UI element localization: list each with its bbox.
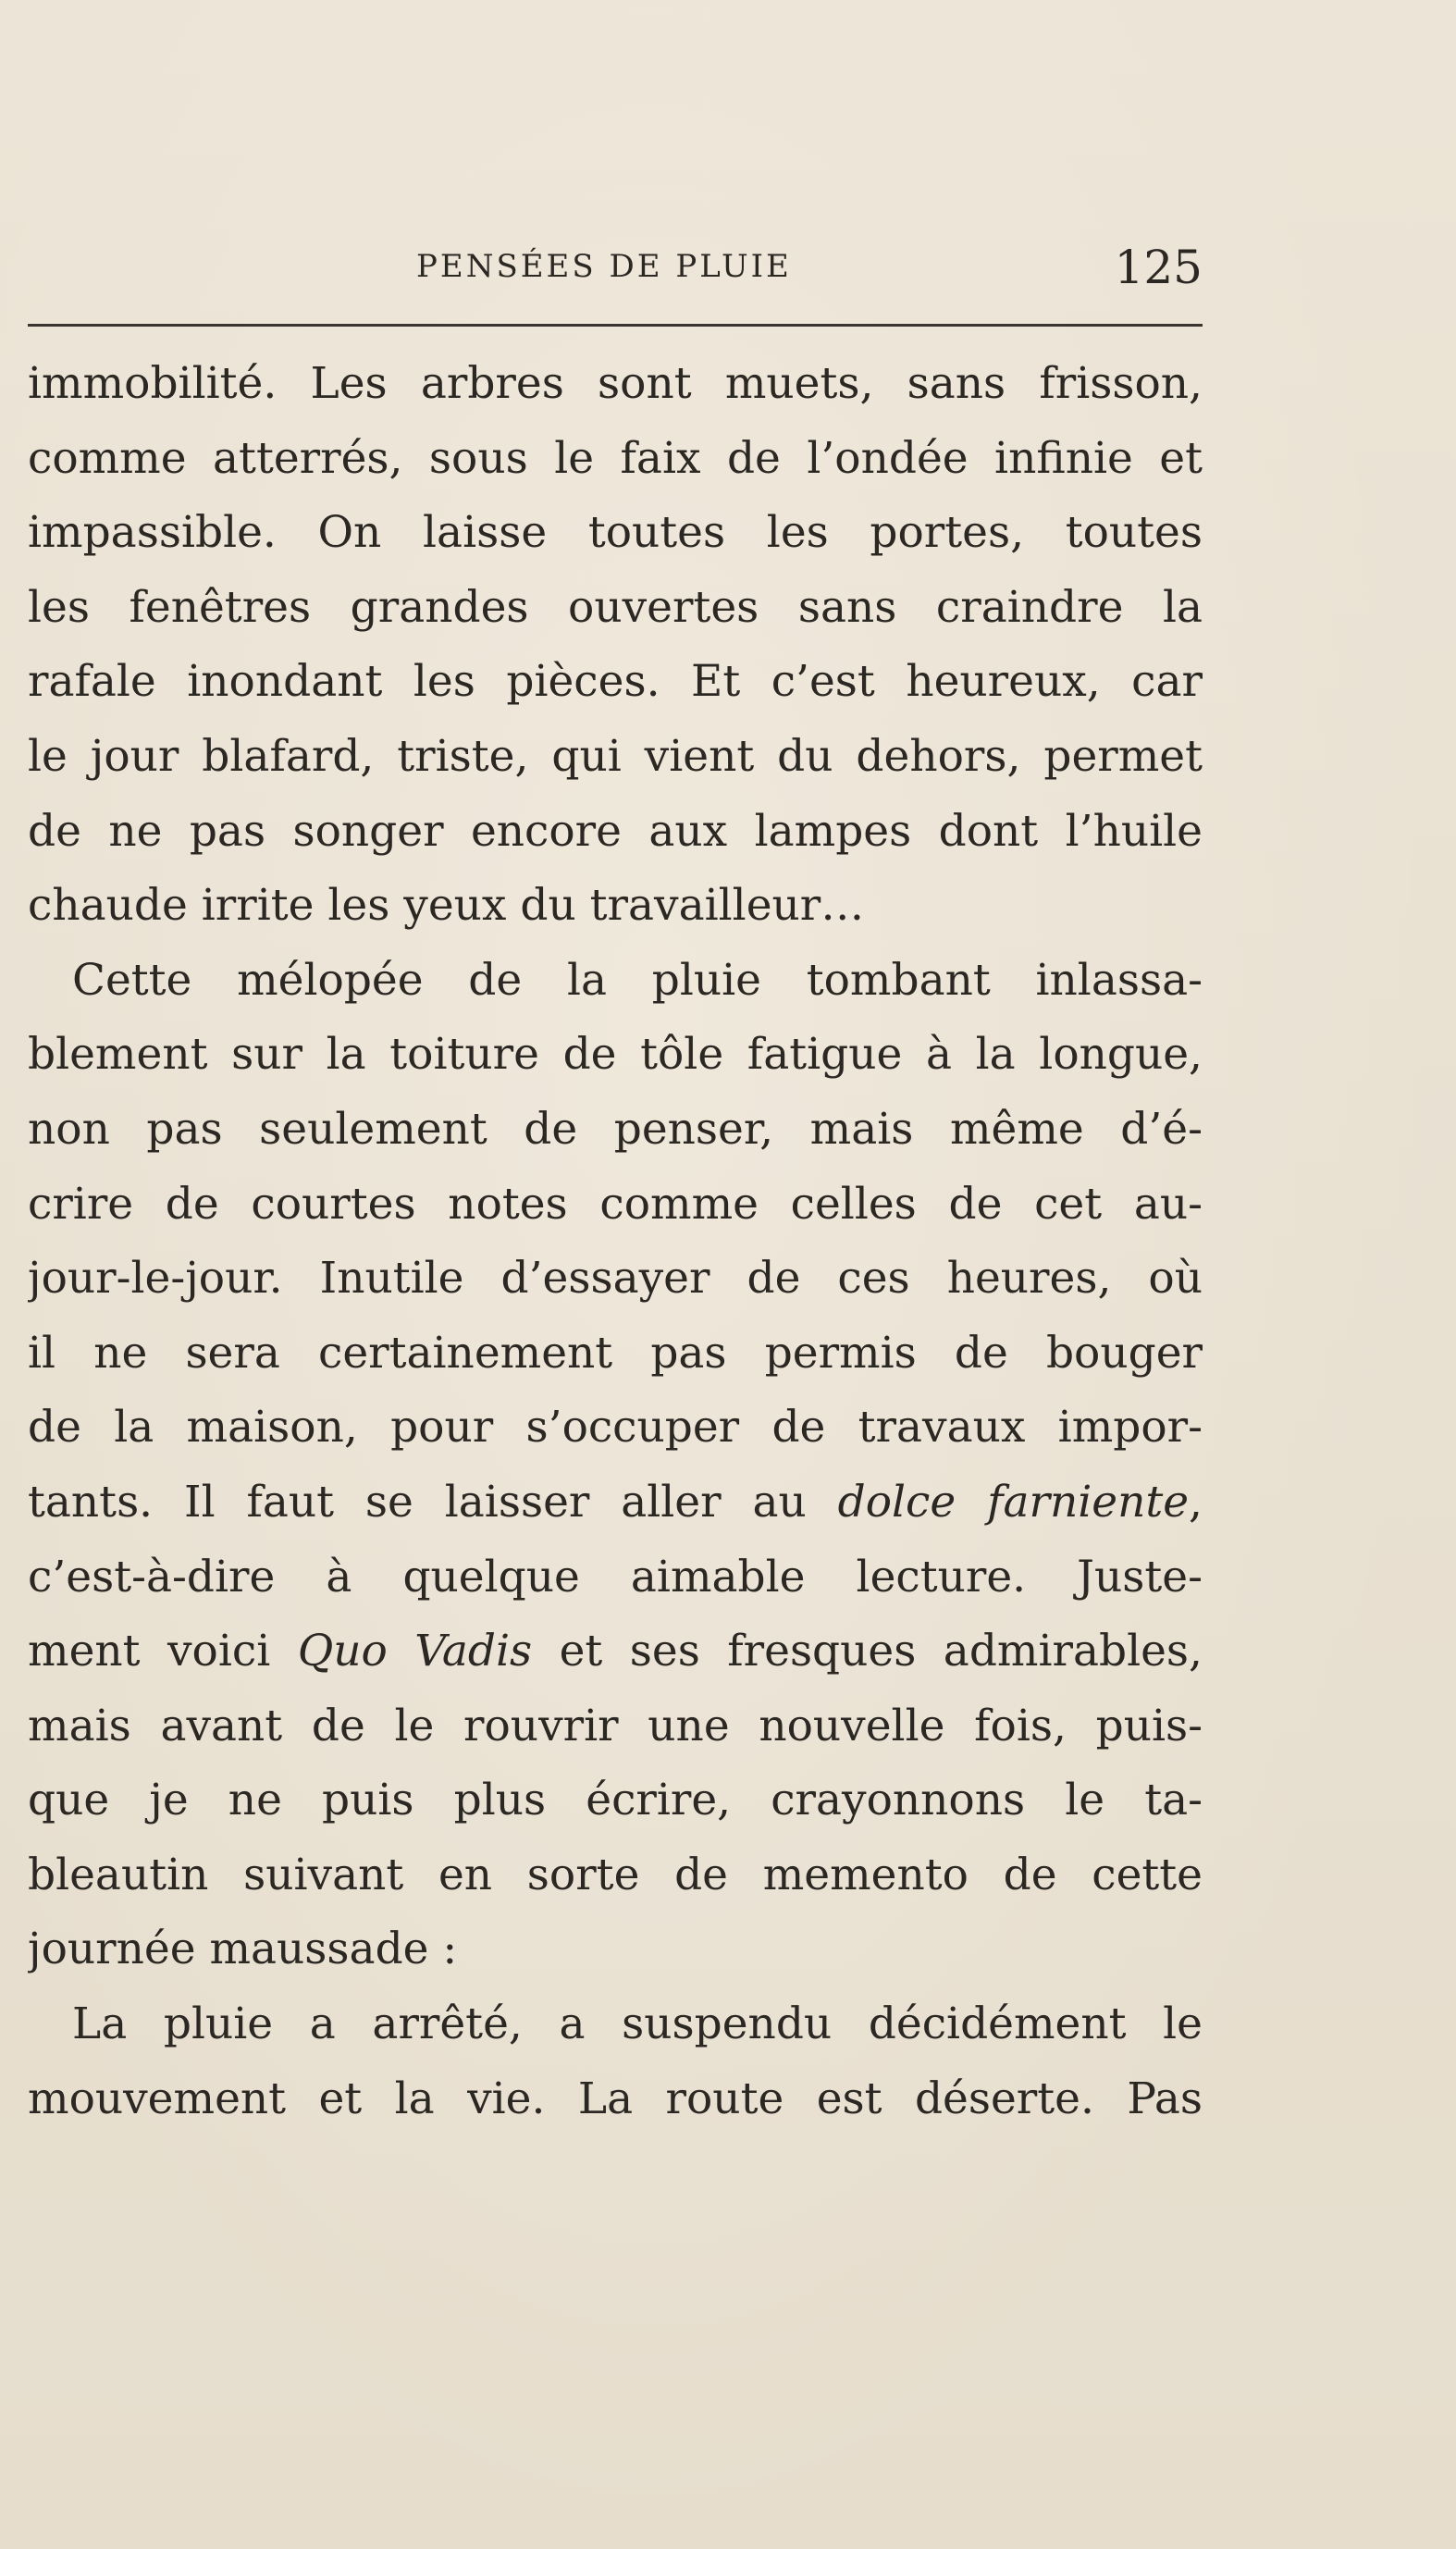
- text-line: [28, 1615, 1203, 1689]
- text-line: bleautin suivant en sorte de memento de cette: [28, 1849, 1203, 1900]
- header-rule: [28, 324, 1203, 327]
- body-text: [28, 347, 1203, 2136]
- text-line: il ne sera certainement pas permis de bouger: [28, 1327, 1203, 1379]
- text-line: La pluie a arrêté, a suspendu décidément le: [72, 1998, 1203, 2050]
- text-line: impassible. On laisse toutes les portes, toutes: [28, 507, 1203, 559]
- text-line: blement sur la toiture de tôle fatigue à la longue,: [28, 1029, 1203, 1081]
- text-line: les fenêtres grandes ouvertes sans craindre la: [28, 581, 1203, 633]
- text-line: jour-le-jour. Inutile d’essayer de ces heures, où: [28, 1253, 1203, 1305]
- text-line: de ne pas songer encore aux lampes dont l’huile: [28, 805, 1203, 857]
- text-line: crire de courtes notes comme celles de cet au-: [28, 1178, 1203, 1230]
- text-line: mouvement et la vie. La route est déserte. Pas: [28, 2073, 1203, 2124]
- text-line: c’est-à-dire à quelque aimable lecture. Juste-: [28, 1551, 1203, 1602]
- italic-phrase: dolce farniente: [837, 1476, 1190, 1528]
- text-line: rafale inondant les pièces. Et c’est heureux, car: [28, 656, 1203, 708]
- text-line: Cette mélopée de la pluie tombant inlassa-: [72, 954, 1203, 1006]
- page-number: 125: [1114, 241, 1203, 294]
- text-line: comme atterrés, sous le faix de l’ondée infinie et: [28, 432, 1203, 484]
- text-line: de la maison, pour s’occuper de travaux impor-: [28, 1402, 1203, 1454]
- text-line: journée maussade :: [28, 1924, 458, 1975]
- text-line: chaude irrite les yeux du travailleur…: [28, 880, 865, 932]
- text-line: [28, 1466, 1203, 1541]
- text-line: non pas seulement de penser, mais même d’é-: [28, 1103, 1203, 1155]
- italic-title: Quo Vadis: [297, 1626, 533, 1677]
- text-run: et ses fresques admirables,: [532, 1626, 1203, 1677]
- text-line: le jour blafard, triste, qui vient du dehors, permet: [28, 730, 1203, 782]
- text-line: que je ne puis plus écrire, crayonnons le ta-: [28, 1775, 1203, 1826]
- text-line: mais avant de le rouvrir une nouvelle fois, puis-: [28, 1700, 1203, 1751]
- text-run: tants. Il faut se laisser aller au: [28, 1476, 838, 1528]
- running-title: PENSÉES DE PLUIE: [416, 248, 792, 285]
- text-run: ,: [1189, 1476, 1203, 1528]
- text-run: ment voici: [28, 1626, 298, 1677]
- text-line: immobilité. Les arbres sont muets, sans frisson,: [28, 358, 1203, 409]
- page-header: [28, 231, 1203, 333]
